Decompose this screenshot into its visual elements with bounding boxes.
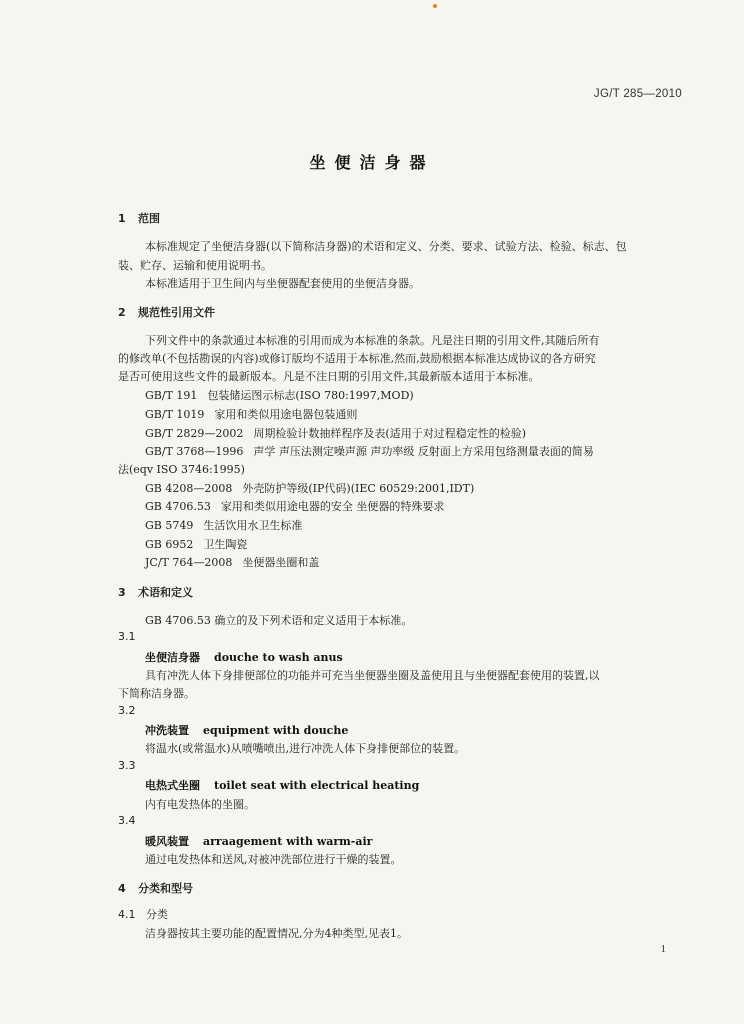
reference-title: 坐便器坐圈和盖 xyxy=(242,556,320,569)
reference-title: 外壳防护等级(IP代码)(IEC 60529:2001,IDT) xyxy=(242,482,475,495)
section-4-heading xyxy=(118,880,193,896)
scope-paragraph-2: 本标准适用于卫生间内与坐便器配套使用的坐便洁身器。 xyxy=(145,277,420,290)
section-2-heading xyxy=(118,304,215,320)
reference-code: GB/T 191 xyxy=(145,389,198,402)
terms-intro: GB 4706.53 确立的及下列术语和定义适用于本标准。 xyxy=(145,614,413,627)
reference-code: GB 4706.53 xyxy=(145,500,211,513)
term-definition: 通过电发热体和送风,对被冲洗部位进行干燥的装置。 xyxy=(145,853,402,866)
scan-mark xyxy=(433,4,437,8)
scope-paragraph-1-line-1: 本标准规定了坐便洁身器(以下简称洁身器)的术语和定义、分类、要求、试验方法、检验、标志、包 xyxy=(145,240,627,253)
subsection-heading xyxy=(118,906,168,922)
term-english: toilet seat with electrical heating xyxy=(214,779,420,792)
reference-title: 生活饮用水卫生标准 xyxy=(203,519,303,532)
subsection-number: 4.1 xyxy=(118,908,136,921)
reference-item xyxy=(145,554,319,570)
term-number: 3.4 xyxy=(118,814,136,827)
subsection-title: 分类 xyxy=(146,908,168,921)
term-heading xyxy=(145,649,343,665)
reference-title: 家用和类似用途电器的安全 坐便器的特殊要求 xyxy=(220,500,445,513)
term-definition-line-2: 下简称洁身器。 xyxy=(118,687,195,700)
classification-text: 洁身器按其主要功能的配置情况,分为4种类型,见表1。 xyxy=(145,927,408,940)
section-title: 术语和定义 xyxy=(138,586,193,599)
reference-item xyxy=(145,425,526,441)
term-chinese: 冲洗装置 xyxy=(145,724,189,737)
term-heading xyxy=(145,833,372,849)
reference-code: GB 6952 xyxy=(145,538,194,551)
section-3-heading xyxy=(118,584,193,600)
reference-code: GB 5749 xyxy=(145,519,194,532)
standard-code: JG/T 285—2010 xyxy=(593,88,682,100)
term-number: 3.3 xyxy=(118,759,136,772)
reference-title: 法(eqv ISO 3746:1995) xyxy=(118,463,245,476)
reference-title: 声学 声压法测定噪声源 声功率级 反射面上方采用包络测量表面的简易 xyxy=(253,445,594,458)
term-english: douche to wash anus xyxy=(214,651,343,664)
section-number: 4 xyxy=(118,882,126,895)
reference-title: 家用和类似用途电器包装通则 xyxy=(214,408,358,421)
reference-title: 卫生陶瓷 xyxy=(203,538,248,551)
term-english: equipment with douche xyxy=(203,724,349,737)
normative-intro-line-3: 是否可使用这些文件的最新版本。凡是不注日期的引用文件,其最新版本适用于本标准。 xyxy=(118,370,540,383)
term-heading xyxy=(145,777,419,793)
term-number: 3.2 xyxy=(118,704,136,717)
term-heading xyxy=(145,722,348,738)
reference-title: 周期检验计数抽样程序及表(适用于对过程稳定性的检验) xyxy=(253,427,526,440)
term-definition-line-1: 具有冲洗人体下身排便部位的功能并可充当坐便器坐圈及盖使用且与坐便器配套使用的装置,以 xyxy=(145,669,600,682)
term-english: arraagement with warm-air xyxy=(203,835,373,848)
reference-title: 包装储运图示标志(ISO 780:1997,MOD) xyxy=(207,389,414,402)
reference-code: GB/T 3768—1996 xyxy=(145,445,244,458)
section-number: 3 xyxy=(118,586,126,599)
reference-item xyxy=(145,536,247,552)
scope-paragraph-1-line-2: 装、贮存、运输和使用说明书。 xyxy=(118,259,272,272)
normative-intro-line-2: 的修改单(不包括勘误的内容)或修订版均不适用于本标准,然而,鼓励根据本标准达成协议的各方研究 xyxy=(118,352,596,365)
reference-item-continuation xyxy=(118,461,245,477)
section-number: 1 xyxy=(118,212,126,225)
section-title: 范围 xyxy=(138,212,160,225)
page-number: 1 xyxy=(660,943,666,955)
term-definition: 内有电发热体的坐圈。 xyxy=(145,798,255,811)
reference-item xyxy=(145,517,302,533)
normative-intro-line-1: 下列文件中的条款通过本标准的引用而成为本标准的条款。凡是注日期的引用文件,其随后所有 xyxy=(145,334,600,347)
reference-code: GB 4208—2008 xyxy=(145,482,233,495)
reference-item xyxy=(145,498,444,514)
term-chinese: 坐便洁身器 xyxy=(145,651,200,664)
document-title: 坐便洁身器 xyxy=(309,153,435,172)
reference-code: GB/T 2829—2002 xyxy=(145,427,244,440)
term-number: 3.1 xyxy=(118,630,136,643)
term-chinese: 电热式坐圈 xyxy=(145,779,200,792)
section-number: 2 xyxy=(118,306,126,319)
reference-item xyxy=(145,406,357,422)
term-definition: 将温水(或常温水)从喷嘴喷出,进行冲洗人体下身排便部位的装置。 xyxy=(145,742,466,755)
reference-item xyxy=(145,443,594,459)
reference-item xyxy=(145,387,414,403)
reference-code: JC/T 764—2008 xyxy=(145,556,233,569)
term-chinese: 暖风装置 xyxy=(145,835,189,848)
reference-item xyxy=(145,480,474,496)
section-title: 规范性引用文件 xyxy=(138,306,215,319)
section-1-heading xyxy=(118,210,160,226)
reference-code: GB/T 1019 xyxy=(145,408,205,421)
section-title: 分类和型号 xyxy=(138,882,193,895)
